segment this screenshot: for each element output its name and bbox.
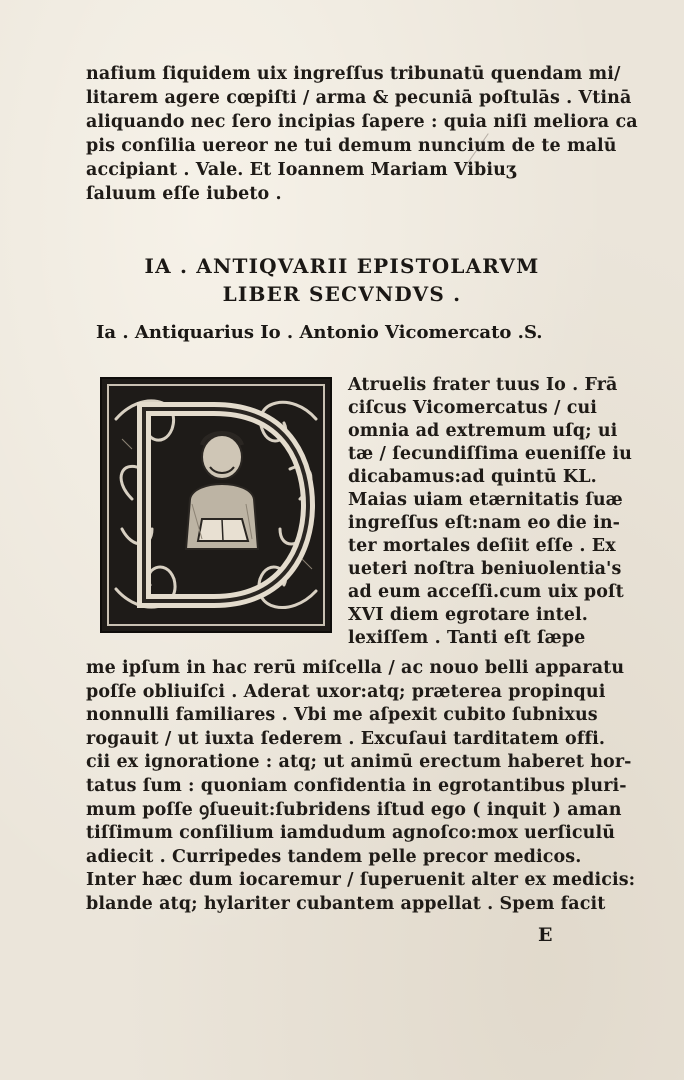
text-line: nonnulli familiares . Vbi me aſpexit cubito ſubnixus [86, 705, 598, 726]
text-line: XVI diem egrotare intel. [348, 605, 588, 625]
text-line: ueteri noſtra beniuolentia's [348, 559, 622, 579]
text-line: tæ / ſecundiſſima eueniſſe iu [348, 444, 632, 464]
text-line: aliquando nec ſero incipias ſapere : quia niſi meliora ca [86, 112, 638, 132]
text-line: dicabamus:ad quintū KL. [348, 467, 597, 487]
text-line: rogauit / ut iuxta ſederem . Excuſaui tarditatem offi. [86, 728, 606, 749]
text-line: tiſſimum conſilium iamdudum agnoſco:mox uerſiculū [86, 823, 616, 844]
signature-mark: E [538, 924, 553, 946]
text-line: mum poſſe ꝯſueuit:ſubridens iſtud ego ( inquit ) aman [86, 799, 622, 820]
text-line: nafium ſiquidem uix ingreſſus tribunatū quendam mi/ [86, 64, 621, 84]
text-line: poſſe obliuiſci . Aderat uxor:atq; præterea propinqui [86, 681, 606, 702]
woodcut-initial-icon [100, 377, 332, 633]
text-line: ingreſſus eſt:nam eo die in- [348, 513, 621, 533]
book-heading-line-1: IA . ANTIQVARII EPISTOLARVM [144, 254, 540, 278]
text-line: me ipſum in hac rerū miſcella / ac nouo belli apparatu [86, 658, 625, 678]
text-line: cii ex ignoratione : atq; ut animū erectum haberet hor- [86, 752, 632, 773]
letter-salutation: Ia . Antiquarius Io . Antonio Vicomercato .S. [96, 322, 543, 343]
text-line: omnia ad extremum uſq; ui [348, 421, 618, 441]
text-line: Maias uiam etærnitatis ſuæ [348, 490, 623, 510]
text-line: adiecit . Curripedes tandem pelle precor medicos. [86, 846, 582, 867]
text-line: litarem agere cœpiſti / arma & pecuniā poſtulās . Vtinā [86, 88, 632, 108]
text-line: lexiſſem . Tanti eſt ſæpe [348, 628, 586, 648]
text-line: ter mortales deſiit eſſe . Ex [348, 536, 616, 556]
text-line: Inter hæc dum iocaremur / ſuperuenit alter ex medicis: [86, 870, 636, 891]
text-line: pis conſilia uereor ne tui demum nuncium de te malū [86, 136, 617, 156]
book-heading-line-2: LIBER SECVNDVS . [222, 282, 462, 306]
text-line: ciſcus Vicomercatus / cui [348, 398, 598, 418]
text-line: tatus ſum : quoniam confidentia in egrotantibus pluri- [86, 776, 627, 796]
text-line: ſaluum eſſe iubeto . [86, 184, 282, 204]
text-line: accipiant . Vale. Et Ioannem Mariam Vibiuʒ [86, 160, 516, 180]
text-line: Atruelis frater tuus Io . Frā [348, 375, 618, 395]
text-line: ad eum acceſſi.cum uix poſt [348, 582, 624, 602]
text-line: blande atq; hylariter cubantem appellat . Spem facit [86, 894, 606, 914]
